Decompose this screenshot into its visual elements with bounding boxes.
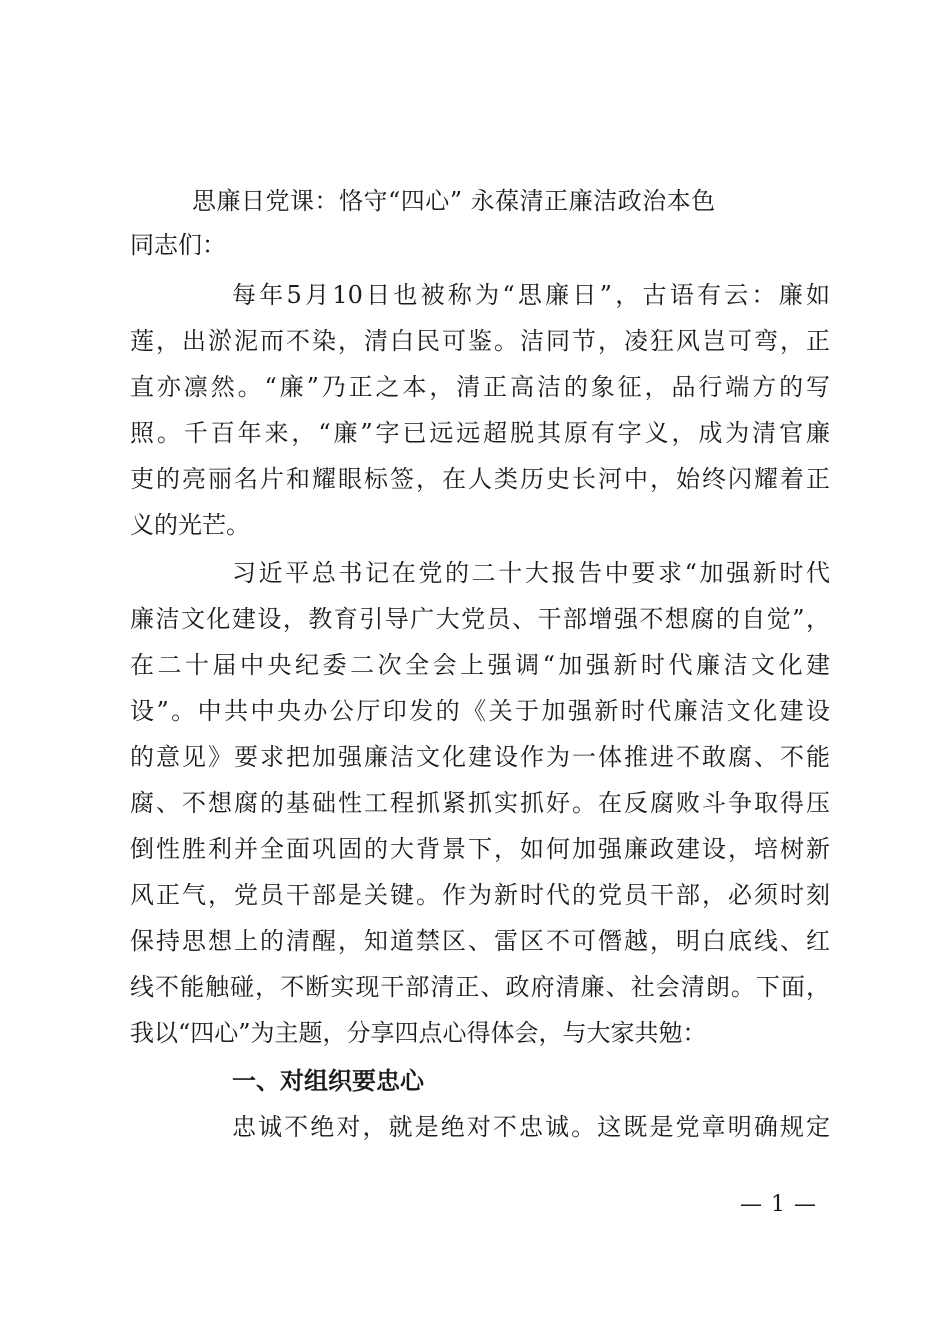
paragraph-2-line: 腐、不想腐的基础性工程抓紧抓实抓好。在反腐败斗争取得压 xyxy=(130,789,830,817)
paragraph-2-line: 倒性胜利并全面巩固的大背景下，如何加强廉政建设，培树新 xyxy=(130,835,830,863)
document-title: 思廉日党课：恪守“四心” 永葆清正廉洁政治本色 xyxy=(192,187,716,215)
paragraph-1-line: 义的光芒。 xyxy=(130,511,250,539)
page-number: — 1 — xyxy=(740,1192,817,1217)
paragraph-2-line: 习近平总书记在党的二十大报告中要求“加强新时代 xyxy=(232,559,830,587)
section-heading: 一、对组织要忠心 xyxy=(232,1067,424,1095)
paragraph-2-line: 廉洁文化建设，教育引导广大党员、干部增强不想腐的自觉”， xyxy=(130,605,830,633)
paragraph-2-line: 线不能触碰，不断实现干部清正、政府清廉、社会清朗。下面， xyxy=(130,973,830,1001)
paragraph-1-line: 莲，出淤泥而不染，清白民可鉴。洁同节，凌狂风岂可弯，正 xyxy=(130,327,830,355)
paragraph-3-line: 忠诚不绝对，就是绝对不忠诚。这既是党章明确规定 xyxy=(232,1113,830,1141)
paragraph-2-line: 风正气，党员干部是关键。作为新时代的党员干部，必须时刻 xyxy=(130,881,830,909)
paragraph-1-line: 吏的亮丽名片和耀眼标签，在人类历史长河中，始终闪耀着正 xyxy=(130,465,830,493)
paragraph-2-line: 我以“四心”为主题，分享四点心得体会，与大家共勉： xyxy=(130,1019,707,1047)
paragraph-2-line: 的意见》要求把加强廉洁文化建设作为一体推进不敢腐、不能 xyxy=(130,743,830,771)
paragraph-1-line: 直亦凛然。“廉”乃正之本，清正高洁的象征，品行端方的写 xyxy=(130,373,830,401)
paragraph-2-line: 保持思想上的清醒，知道禁区、雷区不可僭越，明白底线、红 xyxy=(130,927,830,955)
paragraph-1-line: 每年5月10日也被称为“思廉日”，古语有云：廉如 xyxy=(232,281,830,309)
paragraph-2-line: 在二十届中央纪委二次全会上强调“加强新时代廉洁文化建 xyxy=(130,651,830,679)
paragraph-2-line: 设”。中共中央办公厅印发的《关于加强新时代廉洁文化建设 xyxy=(130,697,830,725)
paragraph-1-line: 照。千百年来，“廉”字已远远超脱其原有字义，成为清官廉 xyxy=(130,419,830,447)
salutation: 同志们： xyxy=(130,231,226,259)
